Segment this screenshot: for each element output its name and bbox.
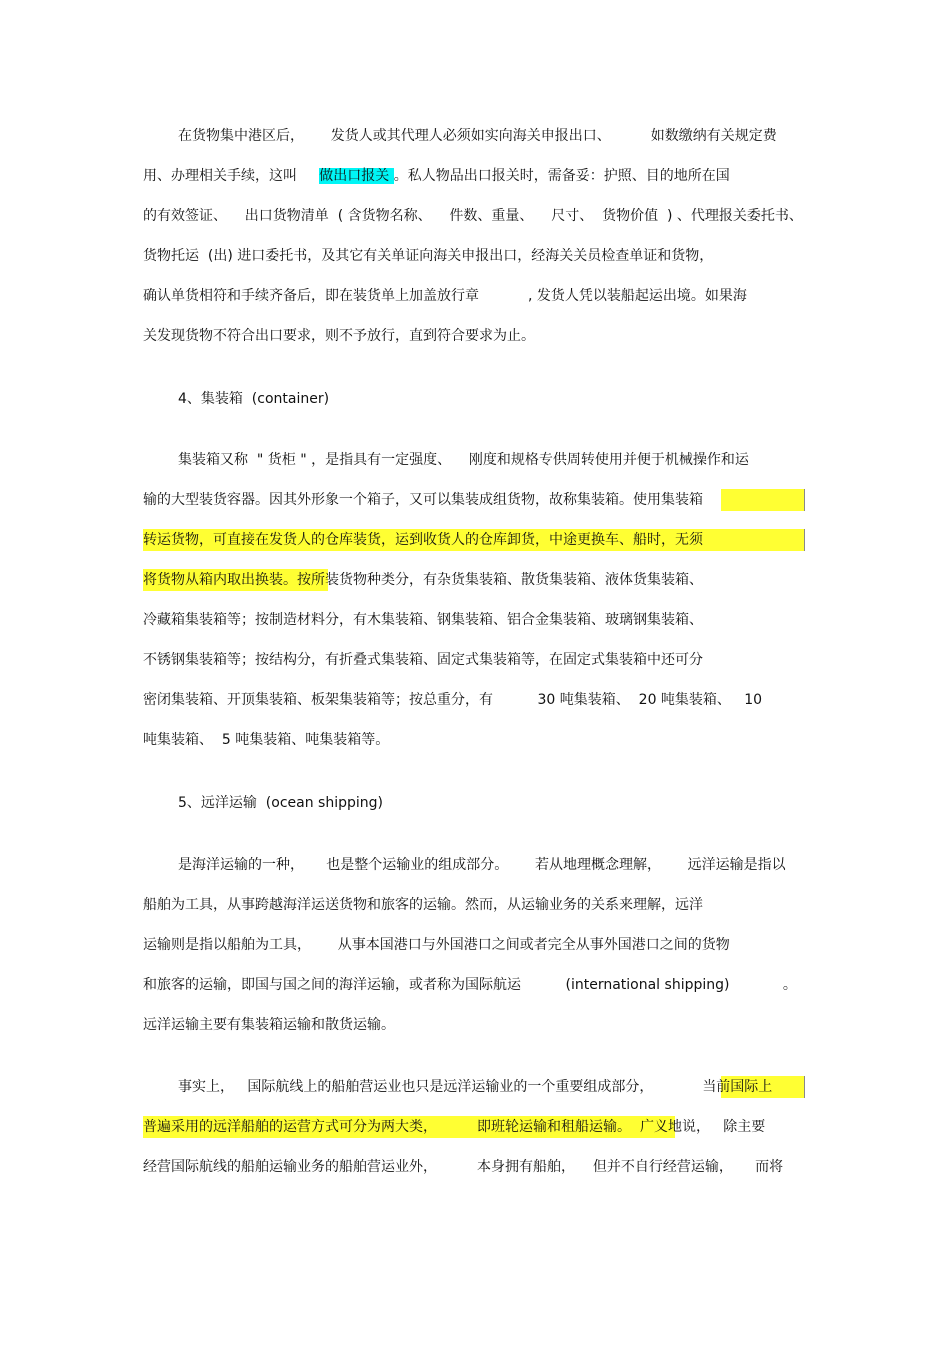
para4-line3: 经营国际航线的船舶运输业务的船舶营运业外， 本身拥有船舶， 但并不自行经营运输， 而将 bbox=[143, 1159, 784, 1175]
para2-line4-text: 所装货物种类分，有杂货集装箱、散货集装箱、液体货集装箱、 bbox=[311, 572, 703, 588]
section-heading-container: 4、集装箱 (container) bbox=[178, 391, 330, 407]
para1-line6: 关发现货物不符合出口要求，则不予放行，直到符合要求为止。 bbox=[143, 328, 535, 344]
para2-line5: 冷藏箱集装箱等；按制造材料分，有木集装箱、钢集装箱、铝合金集装箱、玻璃钢集装箱、 bbox=[143, 612, 703, 628]
para2-line2-text: 输的大型装货容器。因其外形象一个箱子，又可以集装成组货物，故称集装箱。使用集装 bbox=[143, 492, 689, 508]
para1-line1: 在货物集中港区后， 发货人或其代理人必须如实向海关申报出口、 如数缴纳有关规定费 bbox=[178, 128, 777, 144]
para3-line2: 船舶为工具，从事跨越海洋运送货物和旅客的运输。然而，从运输业务的关系来理解，远洋 bbox=[143, 897, 703, 913]
para2-line1: 集装箱又称 " 货柜 " ，是指具有一定强度、 刚度和规格专供周转使用并便于机械操作和运 bbox=[178, 452, 749, 468]
section-heading-ocean-shipping: 5、远洋运输 (ocean shipping) bbox=[178, 795, 383, 811]
para2-line8: 吨集装箱、 5 吨集装箱、吨集装箱等。 bbox=[143, 732, 390, 748]
para3-line4: 和旅客的运输，即国与国之间的海洋运输，或者称为国际航运 (international shipping) 。 bbox=[143, 977, 797, 993]
para1-line2 bbox=[143, 166, 730, 186]
para1-line5: 确认单货相符和手续齐备后，即在装货单上加盖放行章 , 发货人凭以装船起运出境。如果海 bbox=[143, 288, 747, 304]
highlight-edge bbox=[804, 1076, 805, 1098]
para4-line2 bbox=[143, 1117, 765, 1137]
para4-line1 bbox=[178, 1077, 772, 1097]
para2-line2 bbox=[143, 490, 703, 510]
para1-line3: 的有效签证、 出口货物清单 ( 含货物名称、 件数、重量、 尺寸、 货物价值 ) 、代理报关委托书、 bbox=[143, 208, 803, 224]
para2-line2-highlight: 箱 bbox=[689, 492, 703, 508]
para4-line1-highlight: 当前国际上 bbox=[702, 1079, 773, 1095]
highlight-edge bbox=[804, 529, 805, 551]
para3-line3: 运输则是指以船舶为工具， 从事本国港口与外国港口之间或者完全从事外国港口之间的货物 bbox=[143, 937, 730, 953]
para1-line2-text-a: 用、办理相关手续，这叫 bbox=[143, 168, 320, 184]
para2-line4-highlight: 将货物从箱内取出换装。按 bbox=[143, 572, 311, 588]
para2-line6: 不锈钢集装箱等；按结构分，有折叠式集装箱、固定式集装箱等，在固定式集装箱中还可分 bbox=[143, 652, 703, 668]
para4-line2-highlight: 普遍采用的远洋船舶的运营方式可分为两大类， 即班轮运输和租船运输。 bbox=[143, 1119, 640, 1135]
highlight-edge bbox=[804, 489, 805, 511]
para3-line1: 是海洋运输的一种， 也是整个运输业的组成部分。 若从地理概念理解， 远洋运输是指以 bbox=[178, 857, 786, 873]
para2-line4 bbox=[143, 570, 703, 590]
para4-line1-text: 事实上， 国际航线上的船舶营运业也只是远洋运输业的一个重要组成部分， bbox=[178, 1079, 703, 1095]
para2-line3: 转运货物，可直接在发货人的仓库装货，运到收货人的仓库卸货，中途更换车、船时，无须 bbox=[143, 532, 703, 548]
highlight-export-declaration: 做出口报关 bbox=[319, 168, 394, 184]
highlight-band bbox=[721, 489, 805, 511]
para3-line5: 远洋运输主要有集装箱运输和散货运输。 bbox=[143, 1017, 395, 1033]
para1-line2-text-b: 。私人物品出口报关时，需备妥：护照、目的地所在国 bbox=[393, 168, 730, 184]
para1-line4: 货物托运 (出) 进口委托书，及其它有关单证向海关申报出口，经海关关员检查单证和货物， bbox=[143, 248, 714, 264]
para4-line2-text: 广义地说， 除主要 bbox=[639, 1119, 766, 1135]
para2-line7: 密闭集装箱、开顶集装箱、板架集装箱等；按总重分，有 30 吨集装箱、 20 吨集装箱、 10 bbox=[143, 692, 763, 708]
